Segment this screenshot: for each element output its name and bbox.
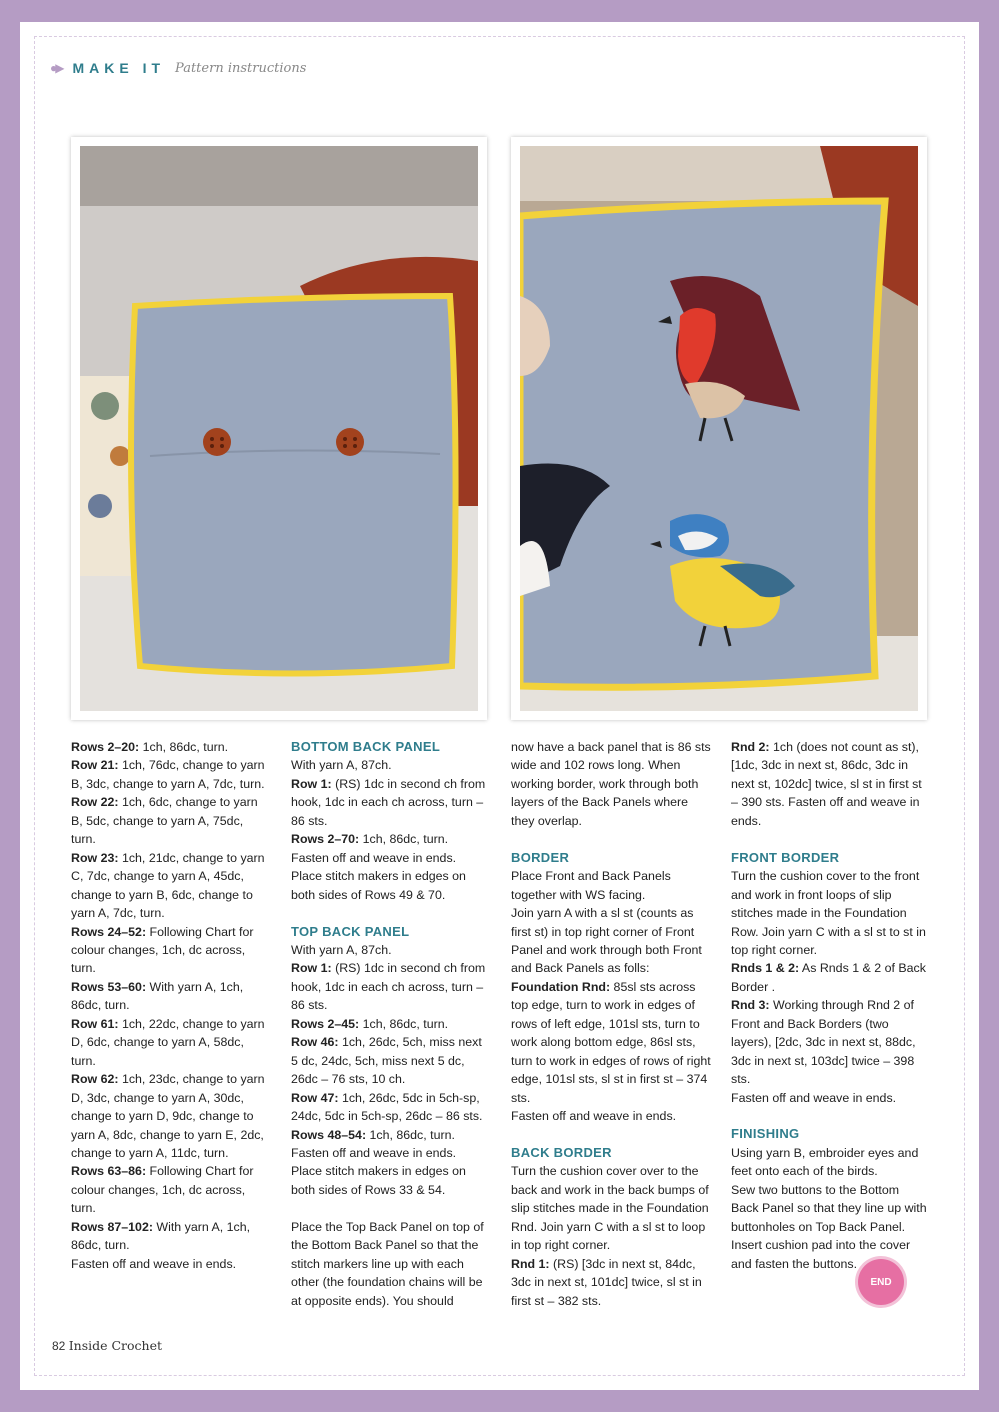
photo-cushion-back (71, 137, 487, 720)
row-label: Rows 2–20: (71, 740, 140, 754)
row-label: Rows 48–54: (291, 1127, 367, 1142)
cushion-front-image (520, 146, 918, 711)
instruction-text: (RS) 1dc in second ch from hook, 1dc in each ch across, turn – 86 sts. (291, 776, 486, 828)
instruction-text: Insert cushion pad into the cover and fasten the buttons. (731, 1238, 911, 1271)
instruction-line (71, 1218, 271, 1255)
section-heading: FINISHING (731, 1126, 800, 1142)
instruction-line (731, 996, 929, 1088)
text-column-2 (291, 738, 491, 1310)
instruction-line (291, 830, 491, 848)
instruction-line (291, 849, 491, 867)
instruction-text: Place stitch makers in edges on both sides of Rows 49 & 70. (291, 869, 466, 902)
instruction-line (291, 775, 491, 830)
instruction-text: 85sl sts across top edge, turn to work in edges of rows of left edge, 101sl sts, turn to work along bottom edge, 86sl sts, turn to work in edges of rows of right edge, 101sl sts, sl st in first st – 374 sts. (511, 979, 711, 1105)
text-column-3 (511, 738, 711, 1310)
end-badge: END (858, 1259, 904, 1305)
instruction-line (71, 978, 271, 1015)
instruction-line (291, 1162, 491, 1199)
section-subtitle: Pattern instructions (175, 60, 307, 76)
cushion-back-image (80, 146, 478, 711)
row-label: Rnd 3: (731, 998, 770, 1013)
section-heading: BACK BORDER (511, 1144, 612, 1160)
instruction-text: (RS) 1dc in second ch from hook, 1dc in each ch across, turn – 86 sts. (291, 961, 486, 1013)
row-label: Rnds 1 & 2: (731, 961, 800, 976)
instruction-line (511, 978, 711, 1107)
row-label: Row 47: (291, 1090, 339, 1105)
instruction-text: now have a back panel that is 86 sts wide and 102 rows long. When working border, work through both layers of the Back Panels where they overlap. (511, 740, 711, 828)
magazine-name: Inside Crochet (68, 1338, 163, 1353)
text-column-1 (71, 738, 271, 1273)
instruction-line (291, 756, 491, 774)
text-column-4 (731, 738, 929, 1273)
row-label: Row 1: (291, 776, 332, 791)
row-label: Row 46: (291, 1035, 339, 1050)
instruction-text: 1ch, 86dc, turn. (366, 1127, 455, 1142)
paragraph-gap (511, 1126, 711, 1144)
instruction-line (511, 1107, 711, 1125)
instruction-text: 1ch, 86dc, turn. (139, 740, 229, 754)
section-title: MAKE IT (72, 60, 166, 76)
instruction-text: Fasten off and weave in ends. (511, 1109, 677, 1124)
row-label: Row 23: (71, 850, 119, 865)
paragraph-gap (291, 1199, 491, 1217)
double-chevron-icon: ●▶ (50, 61, 63, 75)
page-footer (52, 1338, 162, 1353)
instruction-text: Following Chart for colour changes, 1ch, dc across, turn. (71, 1164, 254, 1216)
instruction-text: Fasten off and weave in ends. (71, 1256, 237, 1271)
row-label: Row 1: (291, 961, 332, 976)
row-label: Rows 24–52: (71, 924, 147, 939)
instruction-text: Fasten off and weave in ends. (291, 1145, 457, 1160)
instruction-text: Join yarn A with a sl st (counts as first st) in top right corner of Front Panel and work through both Front and Back Panels as folls: (511, 906, 702, 976)
instruction-line (71, 1070, 271, 1162)
section-heading: FRONT BORDER (731, 849, 840, 865)
instruction-line (71, 738, 271, 756)
section-heading: BORDER (511, 849, 570, 865)
instruction-text: Place the Top Back Panel on top of the Bottom Back Panel so that the stitch markers line up with each other (the foundation chains will be at opposite ends). You should (291, 1219, 484, 1308)
row-label: Rnd 2: (731, 740, 770, 754)
instruction-text: 1ch, 23dc, change to yarn D, 3dc, change to yarn A, 30dc, change to yarn D, 9dc, change to yarn A, 8dc, change to yarn E, 2dc, change to yarn A, 11dc, turn. (71, 1072, 265, 1160)
paragraph-gap (511, 830, 711, 848)
instruction-text: With yarn A, 1ch, 86dc, turn. (71, 1219, 251, 1253)
instruction-text: 1ch, 22dc, change to yarn D, 6dc, change to yarn A, 58dc, turn. (71, 1016, 265, 1068)
instruction-line (291, 1126, 491, 1144)
row-label: Rows 2–70: (291, 832, 360, 847)
page-number: 82 (52, 1339, 66, 1353)
instruction-text: Turn the cushion cover over to the back and work in the back bumps of slip stitches made in the Foundation Rnd. Join yarn C with a sl st to loop in top right corner. (511, 1164, 709, 1253)
row-label: Row 22: (71, 795, 119, 810)
row-label: Row 21: (71, 758, 119, 773)
instruction-text: Using yarn B, embroider eyes and feet onto each of the birds. (731, 1145, 919, 1179)
instruction-line (291, 1015, 491, 1033)
instruction-line (71, 1255, 271, 1273)
instruction-line (511, 904, 711, 978)
row-label: Rows 87–102: (71, 1219, 153, 1234)
instruction-text: Fasten off and weave in ends. (731, 1090, 897, 1105)
instruction-text: 1ch, 76dc, change to yarn B, 3dc, change to yarn A, 7dc, turn. (71, 758, 265, 791)
instruction-line (71, 756, 271, 793)
paragraph-gap (731, 830, 929, 848)
instruction-line (291, 867, 491, 904)
instruction-line (511, 1255, 711, 1310)
photo-cushion-front (511, 137, 927, 720)
instruction-text: Sew two buttons to the Bottom Back Panel so that they line up with buttonholes on Top Back Panel. (731, 1182, 927, 1234)
row-label: Rows 63–86: (71, 1164, 147, 1179)
row-label: Foundation Rnd: (511, 979, 611, 994)
section-heading: TOP BACK PANEL (291, 923, 410, 939)
instruction-text: As Rnds 1 & 2 of Back Border . (731, 961, 926, 994)
paragraph-gap (291, 904, 491, 922)
instruction-line (731, 959, 929, 996)
instruction-line (731, 738, 929, 830)
instruction-text: With yarn A, 87ch. (291, 758, 392, 773)
instruction-line (511, 867, 711, 904)
instruction-line (291, 959, 491, 1014)
instruction-text: Fasten off and weave in ends. (291, 850, 457, 865)
instruction-text: (RS) [3dc in next st, 84dc, 3dc in next st, 101dc] twice, sl st in first st – 382 sts. (511, 1256, 702, 1308)
instruction-line (291, 1033, 491, 1088)
instruction-line (731, 1144, 929, 1181)
paragraph-gap (731, 1107, 929, 1125)
section-heading: BOTTOM BACK PANEL (291, 739, 441, 754)
instruction-text: 1ch, 6dc, change to yarn B, 5dc, change to yarn A, 75dc, turn. (71, 795, 258, 847)
instruction-text: Working through Rnd 2 of Front and Back Borders (two layers), [2dc, 3dc in next st, 88dc, 3dc in next st, 103dc] twice – 398 sts. (731, 998, 916, 1087)
row-label: Row 62: (71, 1072, 119, 1087)
instruction-text: 1ch, 86dc, turn. (359, 1016, 449, 1031)
instruction-text: Place stitch makers in edges on both sides of Rows 33 & 54. (291, 1164, 466, 1197)
instruction-line (731, 1089, 929, 1107)
instruction-line (71, 923, 271, 978)
instruction-line (731, 1181, 929, 1236)
instruction-text: 1ch, 26dc, 5dc in 5ch-sp, 24dc, 5dc in 5ch-sp, 26dc – 86 sts. (291, 1090, 483, 1124)
instruction-line (291, 1218, 491, 1310)
section-header (50, 58, 306, 78)
instruction-line (71, 849, 271, 923)
instruction-line (511, 738, 711, 830)
instruction-text: Place Front and Back Panels together with WS facing. (511, 869, 671, 902)
instruction-text: 1ch, 21dc, change to yarn C, 7dc, change to yarn A, 45dc, change to yarn B, 6dc, change to yarn A, 7dc, turn. (71, 850, 265, 921)
instruction-line (71, 793, 271, 848)
instruction-line (71, 1162, 271, 1217)
instruction-text: Following Chart for colour changes, 1ch, dc across, turn. (71, 924, 254, 976)
instruction-line (291, 941, 491, 959)
instruction-line (71, 1015, 271, 1070)
row-label: Rows 53–60: (71, 979, 147, 994)
instruction-text: 1ch, 86dc, turn. (359, 832, 449, 847)
instruction-line (731, 867, 929, 959)
row-label: Rows 2–45: (291, 1016, 360, 1031)
instruction-text: 1ch, 26dc, 5ch, miss next 5 dc, 24dc, 5ch, miss next 5 dc, 26dc – 76 sts, 10 ch. (291, 1035, 482, 1087)
instruction-line (511, 1162, 711, 1254)
instruction-text: With yarn A, 1ch, 86dc, turn. (71, 979, 244, 1013)
instruction-text: 1ch (does not count as st), [1dc, 3dc in next st, 86dc, 3dc in next st, 102dc] twice, sl st in first st – 390 sts. Fasten off and weave in ends. (731, 740, 922, 828)
row-label: Row 61: (71, 1016, 119, 1031)
instruction-line (291, 1144, 491, 1162)
instruction-text: With yarn A, 87ch. (291, 942, 392, 957)
instruction-text: Turn the cushion cover to the front and work in front loops of slip stitches made in the Foundation Row. Join yarn C with a sl st to st in top right corner. (731, 869, 926, 957)
row-label: Rnd 1: (511, 1256, 550, 1271)
instruction-line (291, 1089, 491, 1126)
